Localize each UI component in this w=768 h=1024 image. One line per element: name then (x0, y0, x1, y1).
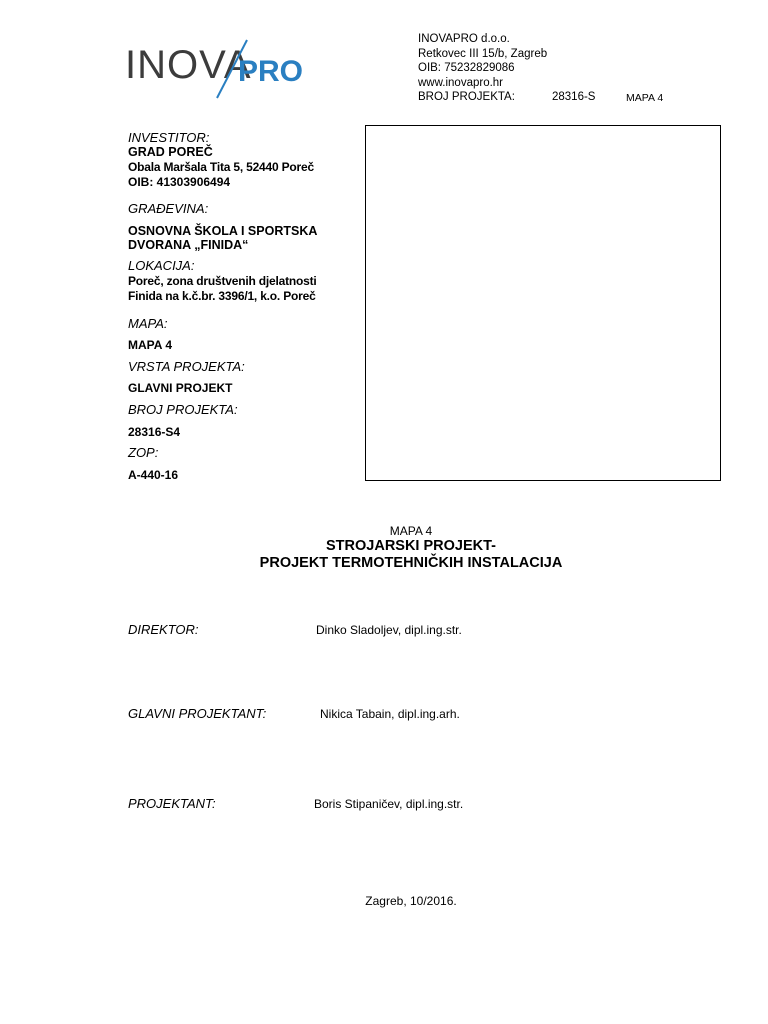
logo-graphic (125, 36, 320, 100)
logo-text-pro: PRO (238, 55, 304, 88)
glavni-projektant-label: GLAVNI PROJEKTANT: (128, 706, 267, 721)
vrsta-projekta-value: GLAVNI PROJEKT (128, 381, 233, 395)
projektant-name: Boris Stipaničev, dipl.ing.str. (314, 797, 464, 811)
header-folder: MAPA 4 (626, 92, 664, 104)
header-project-row (418, 90, 663, 106)
investitor-oib: OIB: 41303906494 (128, 175, 231, 189)
investitor-name: GRAD POREČ (128, 145, 213, 159)
logo-text-inova: INOVA (125, 43, 252, 87)
mapa-label: MAPA: (128, 316, 168, 331)
title-line2: PROJEKT TERMOTEHNIČKIH INSTALACIJA (259, 555, 563, 571)
lokacija-line2: Finida na k.č.br. 3396/1, k.o. Poreč (128, 289, 316, 303)
investitor-label: INVESTITOR: (128, 130, 210, 145)
company-info (418, 32, 663, 106)
zop-value: A-440-16 (128, 468, 179, 482)
company-name: INOVAPRO d.o.o. (418, 33, 510, 45)
company-oib: OIB: 75232829086 (418, 62, 515, 74)
lokacija-label: LOKACIJA: (128, 258, 195, 273)
title-line1: STROJARSKI PROJEKT- (326, 538, 496, 554)
broj-projekta-label: BROJ PROJEKTA: (128, 402, 238, 417)
company-logo (125, 36, 320, 100)
header-project-label: BROJ PROJEKTA: (418, 91, 515, 103)
investitor-address: Obala Maršala Tita 5, 52440 Poreč (128, 160, 314, 174)
direktor-name: Dinko Sladoljev, dipl.ing.str. (316, 623, 462, 637)
broj-projekta-value: 28316-S4 (128, 425, 181, 439)
header-project-number: 28316-S (552, 91, 596, 103)
place-date: Zagreb, 10/2016. (365, 894, 457, 908)
projektant-label: PROJEKTANT: (128, 796, 216, 811)
company-website: www.inovapro.hr (418, 76, 504, 89)
title-mapa: MAPA 4 (389, 524, 433, 538)
gradevina-label: GRAĐEVINA: (128, 201, 209, 216)
zop-label: ZOP: (128, 445, 159, 460)
glavni-projektant-name: Nikica Tabain, dipl.ing.arh. (320, 707, 460, 721)
company-address: Retkovec III 15/b, Zagreb (418, 47, 548, 60)
direktor-label: DIREKTOR: (128, 622, 199, 637)
stamp-box (365, 125, 721, 481)
mapa-value: MAPA 4 (128, 338, 173, 352)
gradevina-line1: OSNOVNA ŠKOLA I SPORTSKA (128, 224, 318, 238)
gradevina-line2: DVORANA „FINIDA“ (128, 238, 249, 252)
lokacija-line1: Poreč, zona društvenih djelatnosti (128, 274, 317, 288)
vrsta-projekta-label: VRSTA PROJEKTA: (128, 359, 245, 374)
